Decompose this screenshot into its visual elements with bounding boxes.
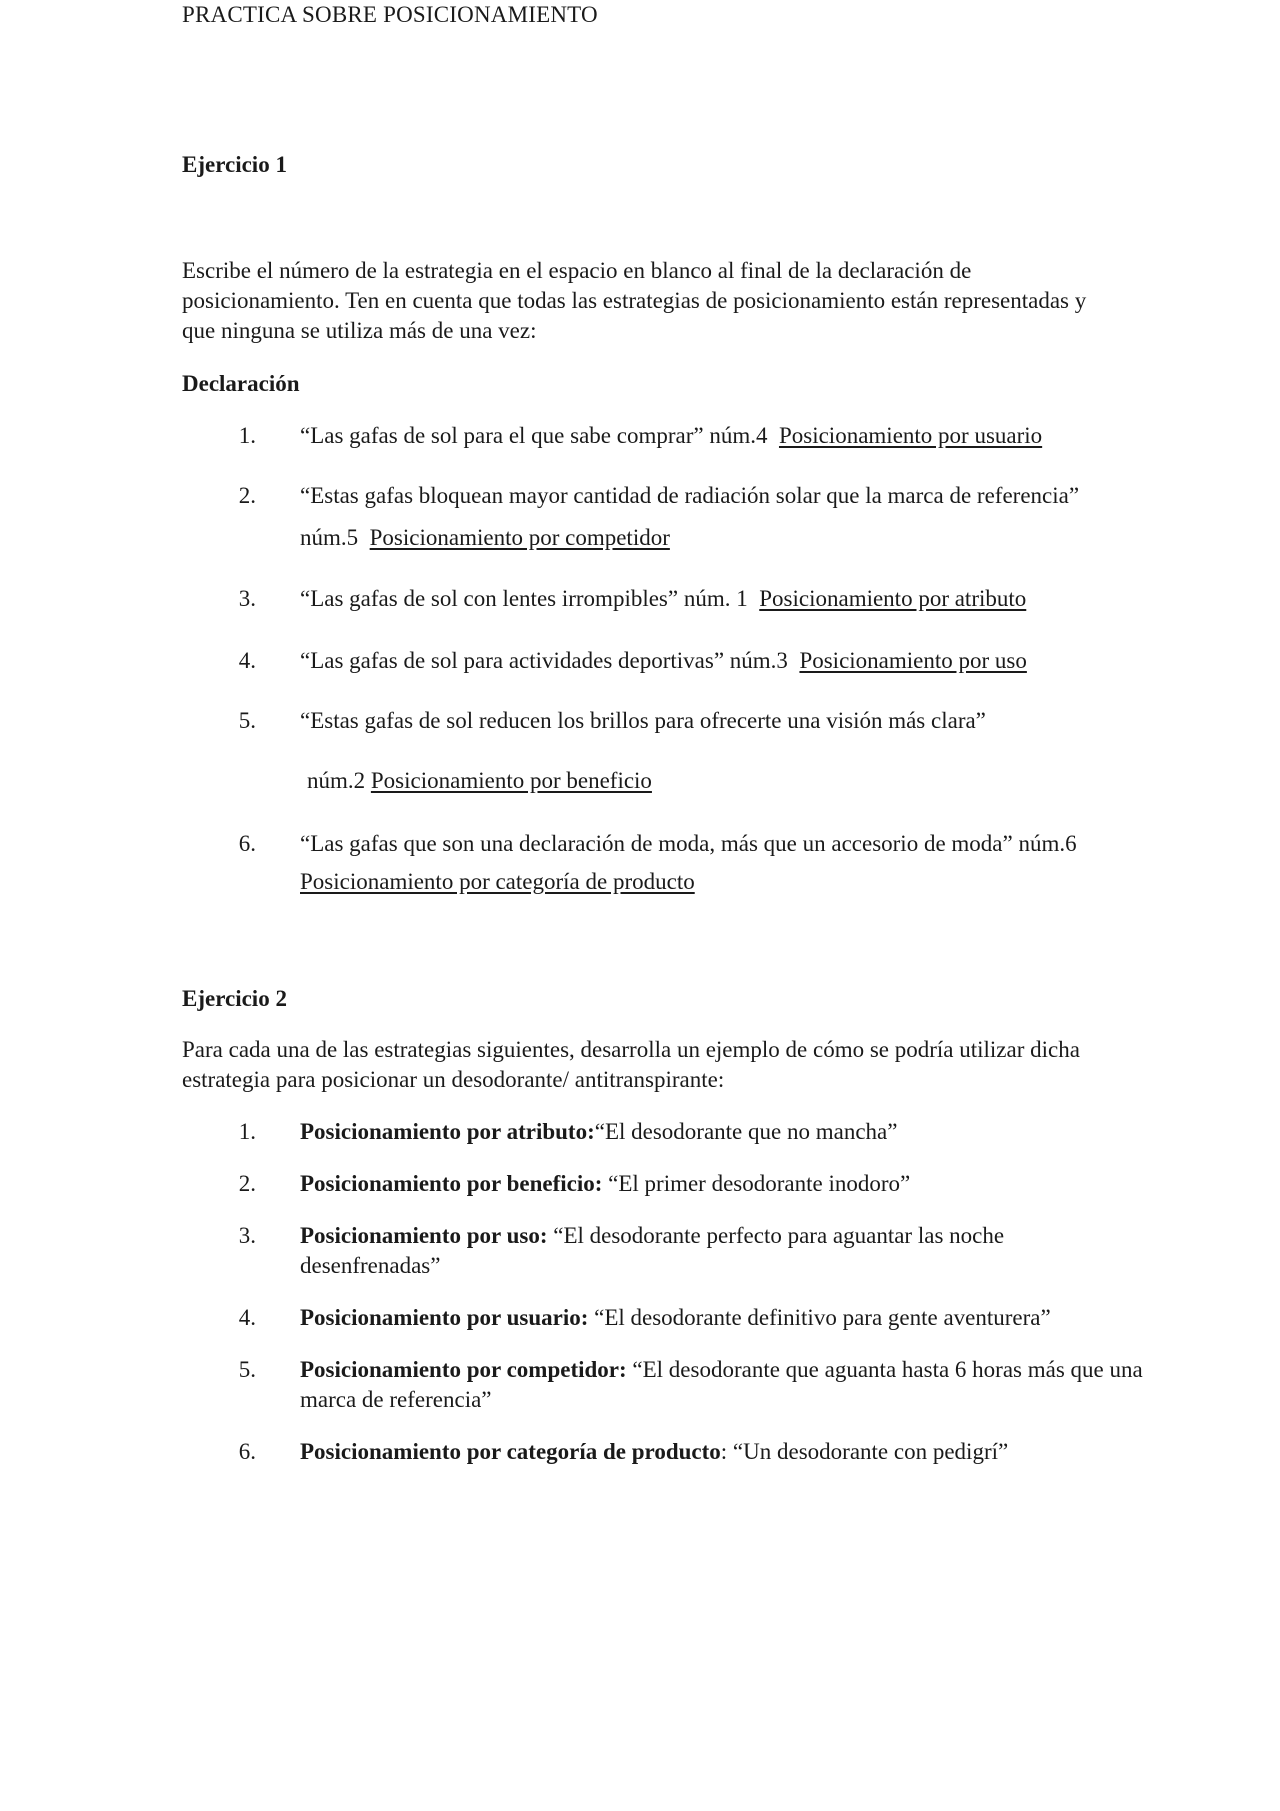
item-text	[300, 421, 1152, 451]
item-number: 3.	[238, 586, 256, 611]
answer-strategy: Posicionamiento por atributo	[759, 586, 1027, 611]
strategy-example: : “Un desodorante con pedigrí”	[720, 1439, 1009, 1464]
document-title: PRACTICA SOBRE POSICIONAMIENTO	[182, 2, 598, 27]
strategy-example: “El desodorante definitivo para gente aventurera”	[588, 1305, 1051, 1330]
statement: “Las gafas que son una declaración de moda, más que un accesorio de moda” núm.6	[300, 831, 1077, 856]
statement: “Estas gafas bloquean mayor cantidad de radiación solar que la marca de referencia”	[300, 483, 1080, 508]
statement: “Las gafas de sol para el que sabe comprar” núm.4	[300, 423, 768, 448]
item-number: 6.	[238, 831, 256, 856]
strategy-label: Posicionamiento por beneficio:	[300, 1171, 603, 1196]
statement-number: núm.5	[300, 525, 359, 550]
item-number: 5.	[238, 708, 256, 733]
item-text	[300, 1221, 1070, 1281]
strategy-label: Posicionamiento por usuario:	[300, 1305, 589, 1330]
ejercicio-1-heading: Ejercicio 1	[182, 152, 287, 177]
strategy-label: Posicionamiento por atributo:	[300, 1119, 595, 1144]
item-number: 4.	[238, 1305, 256, 1330]
strategy-label: Posicionamiento por competidor:	[300, 1357, 627, 1382]
statement: “Estas gafas de sol reducen los brillos para ofrecerte una visión más clara”	[300, 708, 986, 733]
strategy-example: “El primer desodorante inodoro”	[602, 1171, 911, 1196]
ejercicio-2-instructions: Para cada una de las estrategias siguientes, desarrolla un ejemplo de cómo se podría utilizar dicha estrategia para posicionar un desodorante/ antitranspirante:	[182, 1037, 1080, 1092]
answer-strategy: Posicionamiento por uso	[799, 648, 1027, 673]
strategy-label: Posicionamiento por uso:	[300, 1223, 548, 1248]
item-number: 2.	[238, 483, 256, 508]
item-text	[300, 1169, 1152, 1199]
strategy-example: “El desodorante que aguanta hasta 6 horas más que una marca de referencia”	[300, 1357, 1143, 1412]
item-text	[307, 766, 1159, 796]
declaracion-heading: Declaración	[182, 371, 300, 396]
item-number: 5.	[238, 1357, 256, 1382]
item-number: 3.	[238, 1223, 256, 1248]
answer-strategy: Posicionamiento por usuario	[778, 423, 1043, 448]
statement: “Las gafas de sol con lentes irrompibles” núm. 1	[300, 586, 748, 611]
item-text	[300, 1303, 1152, 1333]
strategy-example: “El desodorante perfecto para aguantar las noche desenfrenadas”	[300, 1223, 1005, 1278]
ejercicio-2-heading: Ejercicio 2	[182, 986, 287, 1011]
strategy-label: Posicionamiento por categoría de producto	[300, 1439, 721, 1464]
item-text	[300, 867, 1152, 897]
answer-strategy: Posicionamiento por categoría de producto	[300, 869, 695, 894]
item-text	[300, 1117, 1152, 1147]
item-number: 4.	[238, 648, 256, 673]
item-number: 6.	[238, 1439, 256, 1464]
item-text	[300, 523, 1152, 553]
answer-strategy: Posicionamiento por beneficio	[370, 768, 652, 793]
item-number: 2.	[238, 1171, 256, 1196]
item-text	[300, 584, 1152, 614]
item-number: 1.	[238, 1119, 256, 1144]
statement-number: núm.2	[307, 768, 366, 793]
item-text	[300, 1437, 1152, 1467]
ejercicio-1-instructions: Escribe el número de la estrategia en el espacio en blanco al final de la declaración de posicionamiento. Ten en cuenta que todas las estrategias de posicionamiento están representadas y que ninguna se utiliza más de una vez:	[182, 258, 1087, 343]
item-text	[300, 646, 1152, 676]
statement: “Las gafas de sol para actividades deportivas” núm.3	[300, 648, 788, 673]
item-number: 1.	[238, 423, 256, 448]
strategy-example: “El desodorante que no mancha”	[594, 1119, 898, 1144]
item-text	[300, 1355, 1152, 1415]
answer-strategy: Posicionamiento por competidor	[369, 525, 670, 550]
